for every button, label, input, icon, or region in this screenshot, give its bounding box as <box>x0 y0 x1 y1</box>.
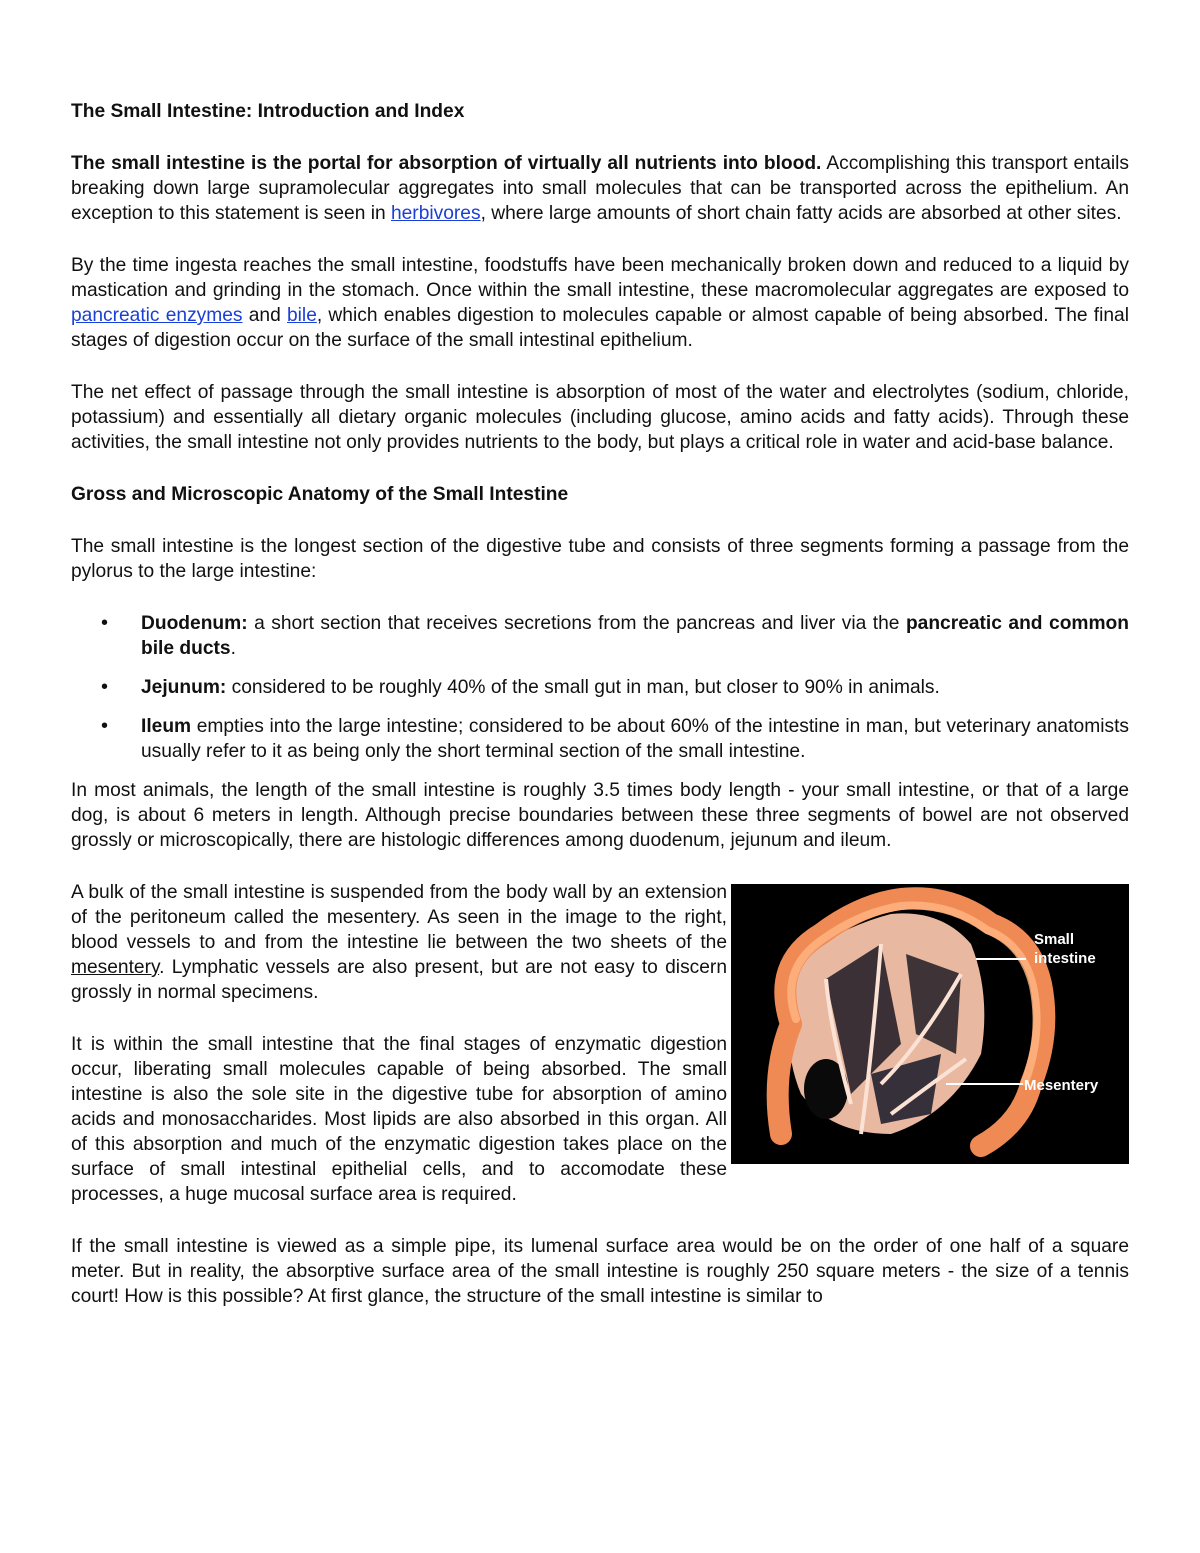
net-effect-paragraph: The net effect of passage through the small intestine is absorption of most of the water and electrolytes (sodium, chloride, potassium) and essentially all dietary organic molecules (including glucose, amino acids and fatty acids). Through these activities, the small intestine not only provides nutrients to the body, but plays a critical role in water and acid-base balance. <box>71 382 1129 453</box>
surface-area-paragraph: If the small intestine is viewed as a simple pipe, its lumenal surface area would be on the order of one half of a square meter. But in reality, the absorptive surface area of the small intestine is roughly 250 square meters - the size of a tennis court! How is this possible? At first glance, the structure of the small intestine is similar to <box>71 1236 1129 1307</box>
herbivores-link[interactable]: herbivores <box>390 203 481 224</box>
mesentery-label: Mesentery <box>1024 1077 1099 1094</box>
ingesta-paragraph: By the time ingesta reaches the small intestine, foodstuffs have been mechanically broken down and reduced to a liquid by mastication and grinding in the stomach. Once within the small intestine, these macromolecular aggregates are exposed to pancreatic enzymes and bile, which enables digestion to molecules capable or almost capable of being absorbed. The final stages of digestion occur on the surface of the small intestinal epithelium. <box>71 255 1129 351</box>
list-item-jejunum: • Jejunum: considered to be roughly 40% of the small gut in man, but closer to 90% in animals. <box>101 676 940 698</box>
mesentery-photo <box>731 884 1129 1164</box>
bile-link[interactable]: bile <box>287 305 317 326</box>
digestion-paragraph: It is within the small intestine that the final stages of enzymatic digestion occur, liberating small molecules capable of being absorbed. The small intestine is also the sole site in the digestive tube for absorption of amino acids and monosaccharides. Most lipids are also absorbed in this organ. All of this absorption and much of the enzymatic digestion takes place on the surface of small intestinal epithelial cells, and to accomodate these processes, a huge mucosal surface area is required. <box>71 1034 727 1205</box>
bullet-icon: • <box>101 612 109 634</box>
small-intestine-label: Small intestine <box>1034 931 1096 967</box>
list-item-duodenum: • Duodenum: a short section that receives secretions from the pancreas and liver via the pancreatic and common bile ducts. <box>101 612 1129 659</box>
section-heading: Gross and Microscopic Anatomy of the Small Intestine <box>71 484 569 505</box>
page-title: The Small Intestine: Introduction and Index <box>71 101 465 122</box>
bullet-icon: • <box>101 676 109 698</box>
length-paragraph: In most animals, the length of the small intestine is roughly 3.5 times body length - your small intestine, or that of a large dog, is about 6 meters in length. Although precise boundaries between these three segments of bowel are not observed grossly or microscopically, there are histologic differences among duodenum, jejunum and ileum. <box>71 780 1129 851</box>
intro-paragraph: The small intestine is the portal for absorption of virtually all nutrients into blood. Accomplishing this transport entails breaking down large supramolecular aggregates into small molecules that can be transported across the epithelium. An exception to this statement is seen in herbivores, where large amounts of short chain fatty acids are absorbed at other sites. <box>71 153 1130 224</box>
document-page <box>71 99 1129 1336</box>
intro-lead: The small intestine is the portal for absorption of virtually all nutrients into blood. <box>71 153 822 174</box>
intestine-illustration <box>731 884 1129 1164</box>
bullet-icon: • <box>101 715 109 737</box>
mesentery-term: mesentery <box>71 957 160 978</box>
segments-list <box>71 611 1129 764</box>
pancreatic-enzymes-link[interactable]: pancreatic enzymes <box>71 305 243 326</box>
list-item-ileum: • Ileum empties into the large intestine; considered to be about 60% of the intestine in man, but veterinary anatomists usually refer to it as being only the short terminal section of the small intestine. <box>101 715 1129 762</box>
mesentery-paragraph: A bulk of the small intestine is suspended from the body wall by an extension of the peritoneum called the mesentery. As seen in the image to the right, blood vessels to and from the intestine lie between the two sheets of the mesentery. Lymphatic vessels are also present, but are not easy to discern grossly in normal specimens. <box>71 882 727 1003</box>
segments-intro-paragraph: The small intestine is the longest section of the digestive tube and consists of three segments forming a passage from the pylorus to the large intestine: <box>71 536 1129 582</box>
